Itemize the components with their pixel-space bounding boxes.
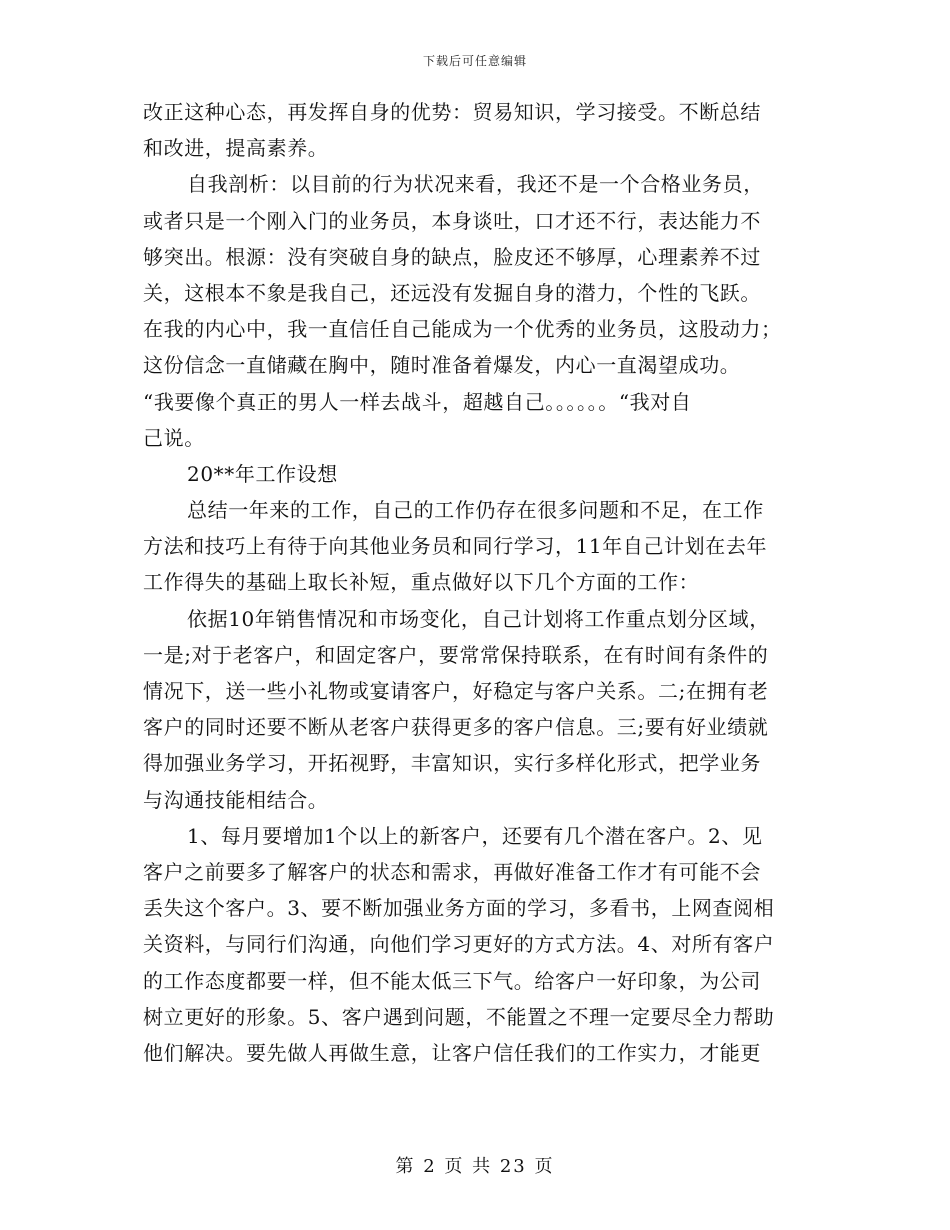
text-line: 己说。 bbox=[143, 425, 205, 450]
text-line: 依据10年销售情况和市场变化，自己计划将工作重点划分区域， bbox=[187, 606, 770, 631]
text-line: 丢失这个客户。3、要不断加强业务方面的学习，多看书，上网查阅相 bbox=[143, 896, 775, 921]
page-number-footer: 第 2 页 共 23 页 bbox=[395, 1156, 555, 1177]
text-line: 够突出。根源：没有突破自身的缺点，脸皮还不够厚，心理素养不过 bbox=[143, 244, 761, 269]
text-line: 的工作态度都要一样，但不能太低三下气。给客户一好印象，为公司 bbox=[143, 968, 761, 993]
text-line: 工作得失的基础上取长补短，重点做好以下几个方面的工作： bbox=[143, 570, 700, 595]
text-line: 得加强业务学习，开拓视野，丰富知识，实行多样化形式，把学业务 bbox=[143, 751, 761, 776]
text-line: 他们解决。要先做人再做生意，让客户信任我们的工作实力，才能更 bbox=[143, 1040, 761, 1065]
text-line: 自我剖析：以目前的行为状况来看，我还不是一个合格业务员， bbox=[187, 172, 764, 197]
text-line: 这份信念一直储藏在胸中，随时准备着爆发，内心一直渴望成功。 bbox=[143, 353, 741, 378]
text-line: 总结一年来的工作，自己的工作仍存在很多问题和不足，在工作 bbox=[187, 498, 764, 523]
text-line: 方法和技巧上有待于向其他业务员和同行学习，11年自己计划在去年 bbox=[143, 534, 768, 559]
text-line: 关资料，与同行们沟通，向他们学习更好的方式方法。4、对所有客户 bbox=[143, 932, 775, 957]
page-header: 下载后可任意编辑 bbox=[422, 54, 527, 68]
text-line: 与沟通技能相结合。 bbox=[143, 787, 329, 812]
text-line: 和改进，提高素养。 bbox=[143, 136, 329, 161]
text-line: 1、每月要增加1个以上的新客户，还要有几个潜在客户。2、见 bbox=[187, 823, 763, 848]
text-line: 客户的同时还要不断从老客户获得更多的客户信息。三;要有好业绩就 bbox=[143, 715, 769, 740]
text-line: 情况下，送一些小礼物或宴请客户，好稳定与客户关系。二;在拥有老 bbox=[143, 679, 769, 703]
text-line: 树立更好的形象。5、客户遇到问题，不能置之不理一定要尽全力帮助 bbox=[143, 1004, 775, 1029]
text-line: 改正这种心态，再发挥自身的优势：贸易知识，学习接受。不断总结 bbox=[143, 100, 761, 124]
text-line: 一是;对于老客户，和固定客户，要常常保持联系，在有时间有条件的 bbox=[143, 642, 769, 667]
text-line: 客户之前要多了解客户的状态和需求，再做好准备工作才有可能不会 bbox=[143, 859, 761, 884]
text-line: 在我的内心中，我一直信任自己能成为一个优秀的业务员，这股动力； bbox=[143, 317, 782, 342]
document-body bbox=[143, 94, 805, 1071]
section-heading: 20**年工作设想 bbox=[187, 461, 338, 486]
text-line: 关，这根本不象是我自己，还远没有发掘自身的潜力，个性的飞跃。 bbox=[143, 280, 761, 305]
text-line: 或者只是一个刚入门的业务员，本身谈吐，口才还不行，表达能力不 bbox=[143, 208, 761, 233]
text-line: “我要像个真正的男人一样去战斗，超越自己。。。。。。“我对自 bbox=[143, 389, 692, 414]
